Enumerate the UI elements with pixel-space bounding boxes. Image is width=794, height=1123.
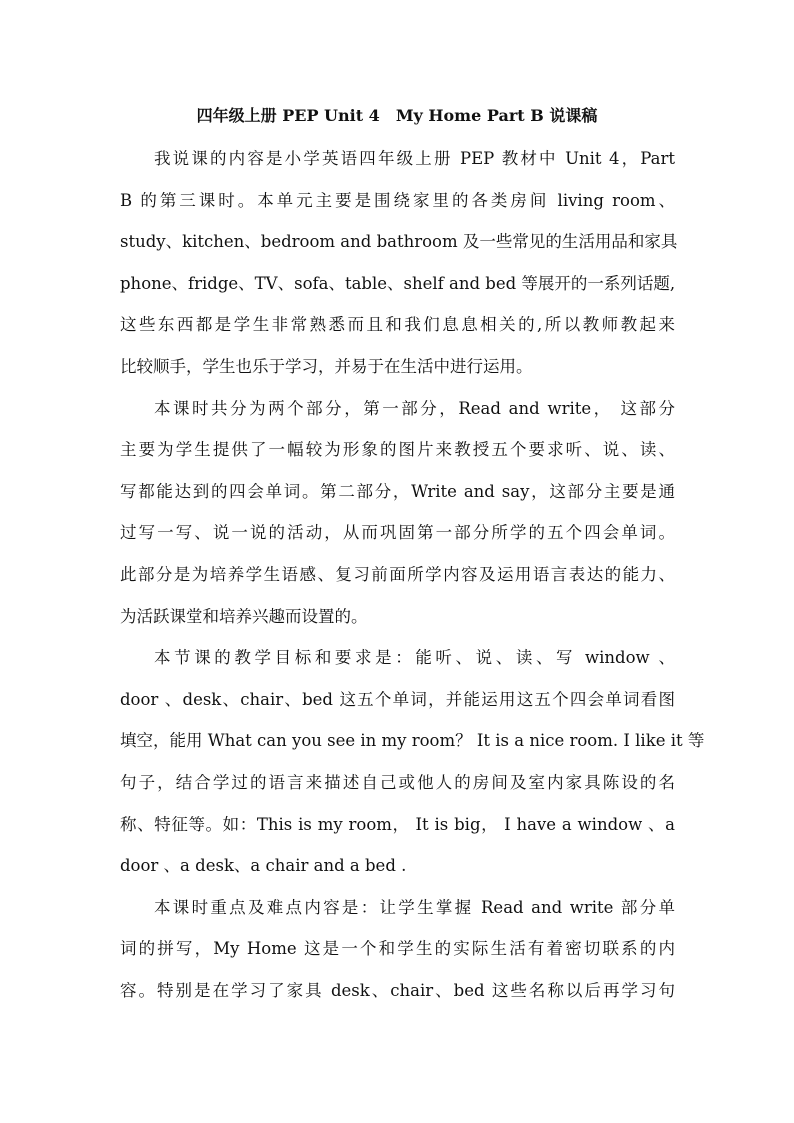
paragraph-line: door 、desk、chair、bed 这五个单词，并能运用这五个四会单词看图: [120, 689, 675, 709]
paragraph-line: 填空，能用 What can you see in my room？ It is a nice room. I like it 等: [120, 731, 705, 751]
paragraph-line: B 的第三课时。本单元主要是围绕家里的各类房间 living room、: [120, 190, 675, 210]
paragraph-line: 写都能达到的四会单词。第二部分，Write and say，这部分主要是通: [120, 481, 675, 501]
paragraph-line: 主要为学生提供了一幅较为形象的图片来教授五个要求听、说、读、: [120, 440, 675, 460]
paragraph-line: 为活跃课堂和培养兴趣而设置的。: [120, 606, 368, 626]
paragraph-line: 本课时共分为两个部分，第一部分，Read and write， 这部分: [154, 398, 675, 418]
document-body: [120, 147, 705, 1020]
paragraph-line: 我说课的内容是小学英语四年级上册 PEP 教材中 Unit 4，Part: [154, 149, 675, 168]
paragraph-line: 词的拼写，My Home 这是一个和学生的实际生活有着密切联系的内: [120, 939, 675, 959]
paragraph-line: 称、特征等。如：This is my room， It is big， I have a window 、a: [120, 814, 675, 834]
paragraph-line: phone、fridge、TV、sofa、table、shelf and bed 等展开的一系列话题,: [120, 273, 676, 293]
paragraph-line: 本节课的教学目标和要求是：能听、说、读、写 window 、: [154, 648, 675, 668]
paragraph-line: door 、a desk、a chair and a bed .: [120, 856, 407, 876]
paragraph-line: 这些东西都是学生非常熟悉而且和我们息息相关的,所以教师教起来: [120, 315, 675, 335]
paragraph-line: 此部分是为培养学生语感、复习前面所学内容及运用语言表达的能力、: [120, 564, 675, 584]
paragraph-line: 句子，结合学过的语言来描述自己或他人的房间及室内家具陈设的名: [120, 772, 675, 792]
paragraph-line: 容。特别是在学习了家具 desk、chair、bed 这些名称以后再学习句: [120, 980, 675, 1000]
paragraph-line: 本课时重点及难点内容是：让学生掌握 Read and write 部分单: [154, 897, 675, 917]
document-title: 四年级上册 PEP Unit 4 My Home Part B 说课稿: [196, 106, 598, 125]
paragraph-line: study、kitchen、bedroom and bathroom 及一些常见的生活用品和家具: [120, 232, 678, 252]
paragraph-line: 比较顺手，学生也乐于学习，并易于在生活中进行运用。: [120, 356, 533, 376]
paragraph-line: 过写一写、说一说的活动，从而巩固第一部分所学的五个四会单词。: [120, 523, 675, 543]
